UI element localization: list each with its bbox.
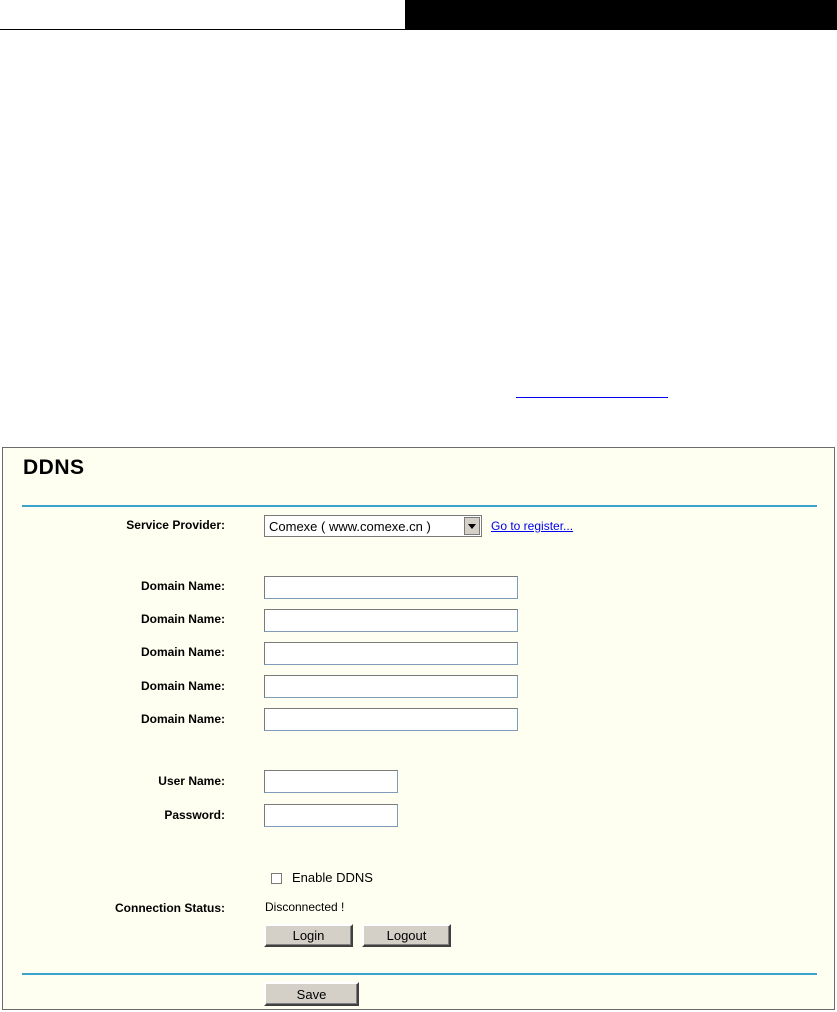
user-name-input[interactable] [264,770,398,793]
page-title: DDNS [23,456,85,479]
domain-name-label-4: Domain Name: [140,679,225,693]
user-name-label: User Name: [158,774,225,788]
enable-ddns-label[interactable]: Enable DDNS [292,870,373,885]
domain-name-input-5[interactable] [264,708,518,731]
domain-name-input-2[interactable] [264,609,518,632]
service-provider-select[interactable] [264,515,482,537]
domain-name-input-3[interactable] [264,642,518,665]
password-input[interactable] [264,804,398,827]
ddns-panel [2,447,835,1010]
go-to-register-link[interactable]: Go to register... [491,519,574,533]
service-provider-label: Service Provider: [126,518,225,532]
service-provider-value: Comexe ( www.comexe.cn ) [269,518,431,534]
header-divider [0,29,837,30]
connection-status-label: Connection Status: [115,901,225,915]
save-button[interactable]: Save [264,982,359,1006]
link-underline [516,397,668,398]
connection-status-value: Disconnected ! [265,900,345,914]
logout-button[interactable]: Logout [362,924,451,947]
header-bar [405,0,837,29]
domain-name-label-1: Domain Name: [140,579,225,593]
enable-ddns-checkbox[interactable] [271,873,282,884]
password-label: Password: [164,808,225,822]
login-button[interactable]: Login [264,924,353,947]
domain-name-label-3: Domain Name: [140,645,225,659]
bottom-divider [22,973,817,975]
domain-name-label-5: Domain Name: [140,712,225,726]
top-divider [22,505,817,507]
domain-name-input-1[interactable] [264,576,518,599]
chevron-down-icon[interactable] [464,517,480,535]
domain-name-input-4[interactable] [264,675,518,698]
domain-name-label-2: Domain Name: [140,612,225,626]
